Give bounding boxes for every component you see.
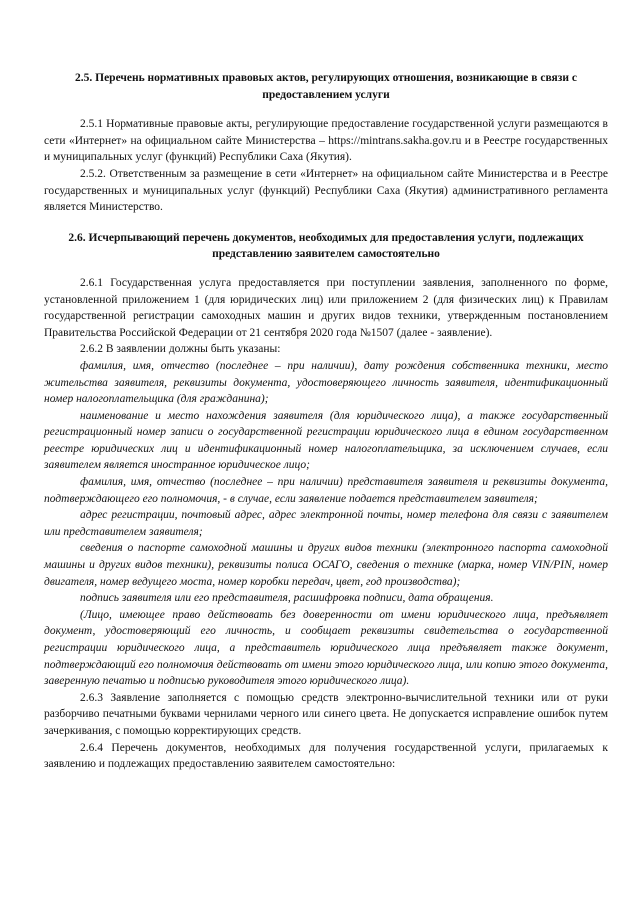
paragraph-2-6-4: 2.6.4 Перечень документов, необходимых для получения государственной услуги, прилагаемых к заявлению и подлежащих предоставлению заявителем самостоятельно:	[44, 741, 608, 771]
section-2-5-heading: 2.5. Перечень нормативных правовых актов, регулирующих отношения, возникающие в связи с предоставлением услуги	[75, 72, 577, 101]
paragraph-2-6-3: 2.6.3 Заявление заполняется с помощью средств электронно-вычислительной техники или от руки разборчиво печатными буквами чернилами черного или синего цвета. Не допускается исправление ошибок путем зачеркивания, с помощью корректирующих средств.	[44, 691, 608, 737]
list-item: фамилия, имя, отчество (последнее – при наличии), дату рождения собственника техники, место жительства заявителя, реквизиты документа, удостоверяющего личность заявителя, идентификационный номер налогоплательщика (для гражданина);	[44, 359, 608, 406]
list-item: фамилия, имя, отчество (последнее – при наличии) представителя заявителя и реквизиты документа, подтверждающего его полномочия, - в случае, если заявление подается представителем заявителя;	[44, 476, 608, 505]
section-2-6-heading: 2.6. Исчерпывающий перечень документов, необходимых для предоставления услуги, подлежащих представлению заявителем самостоятельно	[68, 231, 584, 261]
list-item: наименование и место нахождения заявителя (для юридического лица), а также государственный регистрационный номер записи о государственной регистрации юридического лица в едином государственном реестре юридических лиц и идентификационный номер налогоплательщика, за исключением случаев, если заявителем является иностранное юридическое лицо;	[44, 409, 608, 472]
paragraph-2-5-2: 2.5.2. Ответственным за размещение в сети «Интернет» на официальном сайте Министерства и в Реестре государственных и муниципальных услуг (функций) Республики Саха (Якутия) административного регламента является Министерство.	[44, 167, 608, 214]
list-item: адрес регистрации, почтовый адрес, адрес электронной почты, номер телефона для связи с заявителем или представителем заявителя;	[44, 509, 608, 538]
list-item: сведения о паспорте самоходной машины и других видов техники (электронного паспорта самоходной машины и других видов техники), реквизиты полиса ОСАГО, сведения о технике (марка, номер VIN/PIN, номер двигателя, номер ведущего моста, номер коробки передач, цвет, год производства);	[44, 542, 608, 588]
paragraph-2-6-2: 2.6.2 В заявлении должны быть указаны:	[80, 343, 281, 356]
list-item-note: (Лицо, имеющее право действовать без доверенности от имени юридического лица, предъявляет документ, удостоверяющий его личность, и сообщает реквизиты свидетельства о государственной регистрации юридического лица, а представитель юридического лица предъявляет также документ, подтверждающий его полномочия действовать от имени этого юридического лица, или копию этого документа, заверенную печатью и подписью руководителя этого юридического лица).	[44, 608, 608, 688]
paragraph-2-6-1: 2.6.1 Государственная услуга предоставляется при поступлении заявления, заполненного по форме, установленной приложением 1 (для юридических лиц) или приложением 2 (для физических лиц) к Правилам государственной регистрации самоходных машин и других видов техники, утвержденным постановлением Правительства Российской Федерации от 21 сентября 2020 года №1507 (далее - заявление).	[44, 276, 608, 339]
list-item: подпись заявителя или его представителя, расшифровка подписи, дата обращения.	[80, 592, 494, 605]
paragraph-2-5-1: 2.5.1 Нормативные правовые акты, регулирующие предоставление государственной услуги размещаются в сети «Интернет» на официальном сайте Министерства – https://mintrans.sakha.gov.ru и в Реестре государственных и муниципальных услуг (функций) Республики Саха (Якутия).	[44, 118, 608, 164]
